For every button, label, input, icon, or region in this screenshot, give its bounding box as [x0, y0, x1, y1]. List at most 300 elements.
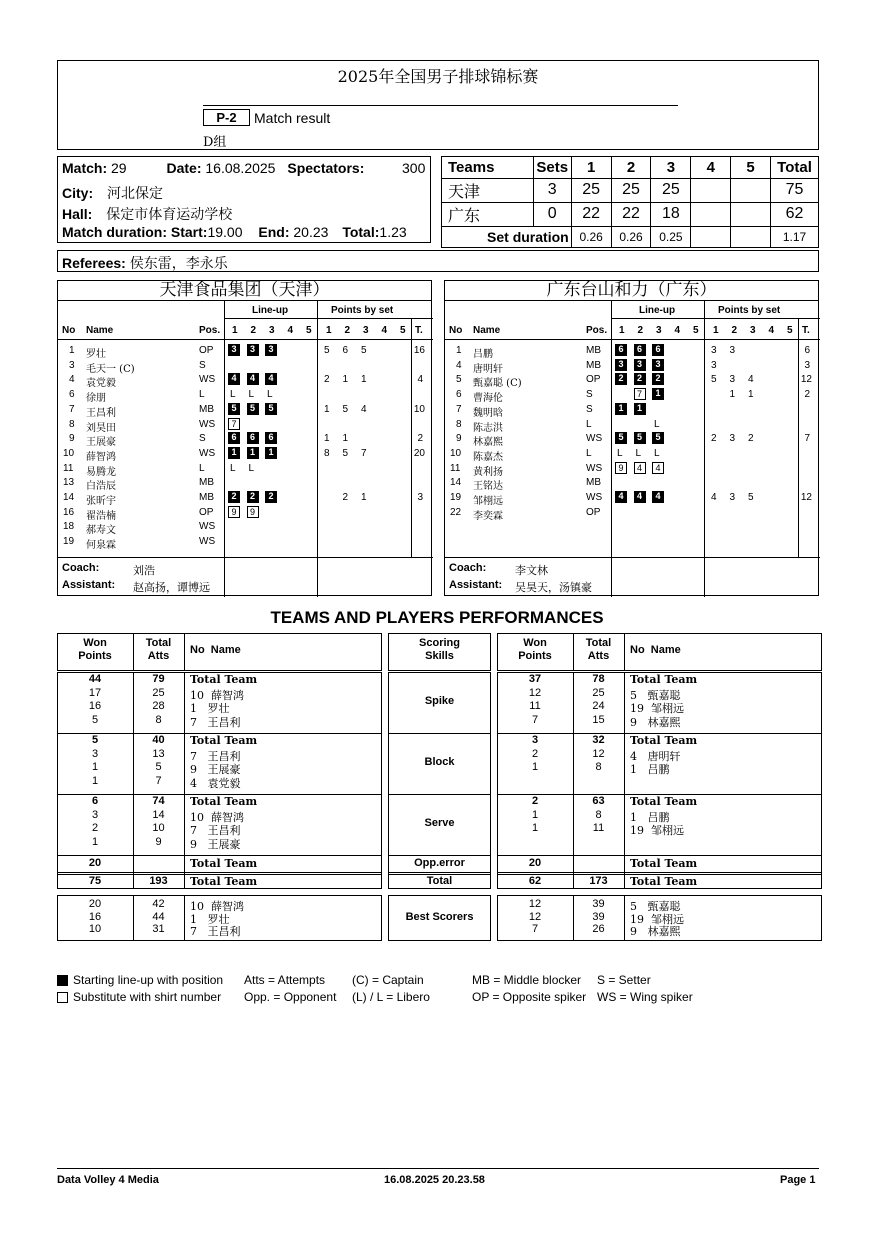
row-divider: [388, 794, 491, 795]
filled-square-icon: [57, 975, 68, 986]
set-score: 18: [651, 202, 691, 226]
player-entry: Total Team: [190, 673, 258, 686]
total-points: 6: [804, 345, 810, 356]
total-attempts: 193: [149, 875, 168, 887]
set-points: 5: [748, 492, 754, 503]
libero-mark: L: [267, 389, 273, 401]
player-name: 郝寿文: [86, 525, 116, 537]
column-divider: [184, 895, 185, 941]
player-number: 22: [450, 506, 462, 518]
player-position: OP: [586, 506, 601, 518]
player-name: 王铭达: [473, 481, 503, 493]
pos-header: Pos.: [586, 325, 608, 336]
substitute-box: 9: [615, 462, 627, 474]
starting-position-box: 4: [228, 373, 240, 385]
player-entry: 4 袁党毅: [190, 776, 241, 790]
total-points: 2: [417, 433, 423, 445]
assistant-label: Assistant:: [449, 579, 503, 591]
set-points: 2: [324, 374, 330, 386]
row-divider: [497, 855, 822, 856]
won-points-header: Won Points: [78, 637, 112, 662]
starting-position-box: 5: [228, 403, 240, 415]
player-position: MB: [586, 359, 601, 371]
total-atts-header: Total Atts: [145, 637, 172, 662]
player-number: 1: [456, 345, 462, 356]
won-points: 37: [528, 673, 542, 685]
won-points: 12: [528, 910, 542, 923]
set-score: 22: [611, 202, 651, 226]
player-entry: Total Team: [630, 795, 698, 808]
score-header: 5: [731, 157, 771, 179]
lineup-header: Line-up: [639, 305, 676, 316]
player-name: 魏明晗: [473, 407, 503, 419]
team-lineup-title: 广东台山和力（广东）: [445, 281, 818, 301]
total-attempts: 5: [155, 761, 162, 774]
set-score: [731, 202, 771, 226]
row-divider: [224, 318, 433, 319]
total-attempts: 74: [152, 795, 165, 807]
column-divider: [624, 672, 625, 889]
won-points: 20: [88, 857, 102, 869]
set-points: 1: [342, 433, 349, 445]
hall-value: 保定市体育运动学校: [106, 207, 233, 223]
row-divider: [388, 733, 491, 734]
referees-names: 侯东雷，李永乐: [129, 256, 228, 272]
team-name: 广东: [442, 202, 534, 226]
total-attempts: 63: [592, 795, 605, 807]
player-entry: 19 邹栩远: [630, 824, 684, 838]
player-position: WS: [199, 521, 216, 533]
set-header: 3: [656, 325, 662, 336]
set-points: 5: [361, 345, 367, 356]
set-points: 5: [342, 403, 349, 415]
player-entry: 9 王展豪: [190, 837, 241, 851]
score-header: Total: [771, 157, 819, 179]
score-table: [441, 156, 819, 248]
set-duration-label: Set duration: [442, 226, 572, 248]
player-entry: 9 林嘉熙: [630, 715, 681, 729]
player-entry: 5 甄嘉聪: [630, 900, 681, 913]
total-attempts: 9: [155, 835, 162, 848]
pos-header: Pos.: [199, 325, 221, 336]
group-label: D组: [203, 135, 227, 150]
won-points: 75: [88, 875, 102, 887]
player-position: WS: [586, 492, 603, 503]
total-points: 3: [417, 492, 423, 503]
starting-position-box: 4: [615, 491, 627, 503]
total-points: 2: [804, 389, 810, 401]
player-number: 19: [450, 492, 462, 503]
legend-item: Substitute with shirt number: [73, 990, 222, 1004]
set-header: 4: [287, 325, 294, 336]
coach-label: Coach:: [62, 562, 100, 574]
player-name: 张昕宇: [86, 496, 116, 507]
set-duration: [691, 226, 731, 248]
total-label: Total:: [342, 224, 380, 240]
player-name: 李奕霖: [473, 510, 503, 522]
total-attempts: 32: [592, 734, 605, 746]
player-position: MB: [199, 492, 214, 503]
set-points: 8: [324, 447, 330, 459]
libero-mark: L: [230, 462, 236, 474]
player-name: 陈嘉杰: [473, 451, 503, 463]
coach-name: 刘浩: [133, 564, 155, 577]
no-header: No: [449, 325, 463, 336]
won-points: 2: [531, 747, 539, 760]
player-entry: 10 薛智鸿: [190, 688, 244, 702]
player-entry: 4 唐明轩: [630, 749, 681, 763]
total-attempts: 8: [595, 761, 602, 774]
player-name: 林嘉熙: [473, 437, 503, 449]
skill-name: Spike: [424, 695, 455, 707]
starting-position-box: 4: [265, 373, 277, 385]
starting-position-box: 5: [634, 432, 646, 444]
set-points: 2: [342, 492, 349, 503]
player-position: WS: [199, 447, 216, 459]
set-points: 1: [361, 492, 367, 503]
set-points: 1: [748, 389, 754, 401]
won-points: 12: [528, 898, 542, 910]
starting-position-box: 6: [615, 344, 627, 356]
player-name: 唐明轩: [473, 363, 503, 375]
row-divider: [445, 557, 820, 558]
total-attempts: 44: [152, 910, 165, 923]
player-position: OP: [199, 506, 214, 518]
substitute-box: 4: [634, 462, 646, 474]
set-points: 1: [324, 403, 330, 415]
player-entry: 9 王展豪: [190, 763, 241, 777]
libero-mark: L: [635, 447, 642, 459]
libero-mark: L: [654, 418, 660, 430]
won-points: 20: [88, 898, 102, 910]
set-points: 3: [729, 374, 736, 386]
starting-position-box: 6: [265, 432, 277, 444]
end-value: 20.23: [293, 224, 329, 240]
set-points: 4: [711, 492, 717, 503]
competition-title: 2025年全国男子排球锦标赛: [337, 67, 539, 86]
player-position: WS: [586, 462, 603, 474]
team-lineup-title: 天津食品集团（天津）: [58, 281, 431, 301]
player-entry: 19 邹栩远: [630, 912, 684, 926]
total-attempts: 11: [592, 822, 605, 835]
player-number: 13: [63, 477, 75, 489]
total-attempts: 14: [152, 808, 165, 821]
starting-position-box: 5: [652, 432, 664, 444]
substitute-box: 9: [247, 506, 259, 518]
starting-position-box: 2: [634, 373, 646, 385]
city-value: 河北保定: [107, 186, 164, 202]
total-score: 62: [771, 202, 819, 226]
set-points: 1: [342, 374, 349, 386]
total-value: 1.23: [379, 224, 407, 240]
no-name-header: No Name: [630, 644, 681, 656]
starting-position-box: 1: [265, 447, 277, 459]
won-points: 12: [528, 686, 542, 699]
set-header: 5: [306, 325, 312, 336]
total-attempts: 42: [152, 898, 165, 910]
total-points: 12: [800, 374, 812, 386]
total-attempts: 39: [592, 910, 605, 923]
player-number: 8: [456, 418, 462, 430]
legend-item: Opp. = Opponent: [244, 990, 337, 1004]
won-points: 1: [531, 761, 539, 774]
won-points: 16: [88, 700, 102, 713]
player-entry: Total Team: [630, 857, 698, 870]
player-number: 14: [63, 492, 75, 503]
performance-title: TEAMS AND PLAYERS PERFORMANCES: [270, 608, 604, 627]
player-number: 6: [69, 389, 75, 401]
row-divider: [388, 855, 491, 856]
empty-square-icon: [57, 992, 68, 1003]
player-name: 罗壮: [86, 349, 106, 360]
libero-mark: L: [230, 389, 236, 401]
player-position: WS: [199, 374, 216, 386]
footer-page: Page 1: [780, 1174, 816, 1186]
total-attempts: 8: [155, 713, 162, 726]
report-code: P-2: [203, 109, 250, 126]
starting-position-box: 2: [228, 491, 240, 503]
total-header: T.: [415, 325, 423, 336]
libero-mark: L: [248, 389, 255, 401]
starting-position-box: 3: [228, 344, 240, 356]
set-points: 5: [342, 447, 349, 459]
player-entry: 1 吕鹏: [630, 810, 670, 824]
set-points: 3: [729, 345, 736, 356]
won-points: 3: [531, 734, 539, 746]
score-header: 1: [571, 157, 611, 179]
substitute-box: 4: [652, 462, 664, 474]
won-points: 3: [91, 808, 99, 821]
player-name: 曹海伦: [473, 393, 503, 405]
player-name: 黄利扬: [473, 466, 503, 478]
set-header: 2: [637, 325, 644, 336]
won-points: 16: [88, 910, 102, 923]
won-points: 17: [88, 686, 102, 699]
score-header-row: [442, 157, 819, 179]
set-points: 7: [361, 447, 367, 459]
player-number: 8: [69, 418, 75, 430]
set-duration-total: 1.17: [771, 226, 819, 248]
player-number: 10: [63, 447, 75, 459]
end-label: End:: [258, 224, 290, 240]
player-position: WS: [199, 418, 216, 430]
column-divider: [184, 633, 185, 671]
starting-position-box: 2: [615, 373, 627, 385]
player-entry: Total Team: [630, 734, 698, 747]
player-position: S: [586, 389, 593, 401]
player-name: 吕鹏: [473, 349, 493, 360]
total-attempts: 39: [592, 898, 605, 910]
team-name: 天津: [442, 178, 534, 202]
libero-mark: L: [654, 447, 660, 459]
substitute-box: 7: [634, 388, 646, 400]
player-entry: 1 罗壮: [190, 912, 230, 926]
starting-position-box: 1: [652, 388, 664, 400]
total-points: 16: [413, 345, 425, 356]
won-points: 6: [91, 795, 99, 807]
total-attempts: 13: [152, 747, 165, 760]
starting-position-box: 1: [634, 403, 646, 415]
player-position: L: [586, 447, 592, 459]
starting-position-box: 2: [247, 491, 259, 503]
set-points: 2: [748, 433, 754, 445]
set-duration: 0.26: [611, 226, 651, 248]
won-points: 10: [88, 923, 102, 935]
set-points: 3: [729, 492, 736, 503]
set-points: 3: [729, 433, 736, 445]
player-entry: 7 王昌利: [190, 925, 241, 938]
row-divider: [57, 855, 382, 856]
player-entry: 7 王昌利: [190, 824, 241, 838]
player-number: 5: [456, 374, 462, 386]
set-duration-row: [442, 226, 819, 248]
lineup-team-a: [57, 280, 432, 596]
set-header: 1: [232, 325, 238, 336]
won-points: 1: [91, 835, 99, 848]
sets-won: 0: [533, 202, 571, 226]
player-name: 刘昊田: [86, 422, 116, 434]
set-score: 25: [651, 178, 691, 202]
set-score: [691, 178, 731, 202]
name-header: Name: [473, 325, 501, 336]
set-points: 2: [711, 433, 717, 445]
total-attempts: 12: [592, 747, 605, 760]
player-entry: 10 薛智鸿: [190, 900, 244, 913]
legend-item: (C) = Captain: [352, 973, 424, 987]
city-label: City:: [62, 185, 94, 201]
player-position: MB: [586, 477, 601, 489]
won-points: 1: [91, 774, 99, 787]
set-points: 3: [711, 359, 717, 371]
player-number: 7: [456, 403, 462, 415]
player-entry: 1 吕鹏: [630, 763, 670, 777]
total-attempts: 28: [152, 700, 165, 713]
score-header: 3: [651, 157, 691, 179]
total-attempts: 7: [155, 774, 162, 787]
set-points: 4: [748, 374, 754, 386]
starting-position-box: 1: [615, 403, 627, 415]
spectators-value: 300: [402, 160, 426, 176]
player-name: 王展豪: [86, 437, 116, 449]
set-points: 5: [711, 374, 717, 386]
player-name: 徐朋: [86, 393, 106, 405]
assistant-names: 吴昊天，汤镇豪: [515, 581, 592, 594]
column-divider: [624, 633, 625, 671]
player-entry: 7 王昌利: [190, 715, 241, 729]
player-position: MB: [586, 345, 601, 356]
set-header: 2: [344, 325, 351, 336]
set-header: 1: [619, 325, 625, 336]
player-name: 白浩辰: [86, 481, 116, 493]
scoring-skills-header: Scoring Skills: [419, 637, 460, 662]
player-position: S: [199, 359, 206, 371]
player-number: 19: [63, 536, 75, 548]
legend-item: (L) / L = Libero: [352, 990, 430, 1004]
player-entry: Total Team: [190, 875, 258, 888]
player-position: L: [199, 389, 205, 401]
total-points: 4: [417, 374, 423, 386]
starting-position-box: 2: [265, 491, 277, 503]
start-value: 19.00: [207, 224, 243, 240]
player-number: 9: [69, 433, 75, 445]
legend-item: Starting line-up with position: [73, 973, 224, 987]
set-header: 5: [693, 325, 699, 336]
total-attempts: 79: [152, 673, 165, 685]
substitute-box: 9: [228, 506, 240, 518]
player-entry: 7 王昌利: [190, 749, 241, 763]
player-position: MB: [199, 403, 214, 415]
match-label: Match:: [62, 160, 108, 176]
duration-label: Match duration:: [62, 224, 167, 240]
player-entry: Total Team: [190, 734, 258, 747]
total-attempts: 25: [152, 686, 165, 699]
score-row-team-a: [442, 178, 819, 202]
score-header: Teams: [442, 157, 534, 179]
total-attempts: 31: [152, 923, 165, 935]
set-points: 3: [711, 345, 717, 356]
date-label: Date:: [166, 160, 202, 176]
match-number: 29: [111, 160, 127, 176]
footer-divider: [57, 1168, 819, 1169]
starting-position-box: 3: [634, 359, 646, 371]
skill-name: Serve: [424, 817, 455, 829]
won-points: 1: [531, 822, 539, 835]
skill-name: Best Scorers: [405, 911, 474, 923]
row-divider: [58, 339, 433, 340]
total-header: T.: [802, 325, 810, 336]
set-duration: 0.26: [571, 226, 611, 248]
player-entry: 10 薛智鸿: [190, 810, 244, 824]
player-entry: 5 甄嘉聪: [630, 688, 681, 702]
set-duration: 0.25: [651, 226, 691, 248]
won-points: 2: [91, 822, 99, 835]
player-position: MB: [199, 477, 214, 489]
set-header: 2: [250, 325, 257, 336]
player-number: 16: [63, 506, 75, 518]
starting-position-box: 6: [652, 344, 664, 356]
starting-position-box: 1: [247, 447, 259, 459]
total-points: 12: [800, 492, 812, 503]
set-score: 25: [611, 178, 651, 202]
column-divider: [317, 301, 318, 597]
player-position: OP: [199, 345, 214, 356]
starting-position-box: 6: [228, 432, 240, 444]
starting-position-box: 2: [652, 373, 664, 385]
referees-bar: [57, 250, 819, 272]
total-score: 75: [771, 178, 819, 202]
set-header: 4: [381, 325, 388, 336]
set-points: 1: [729, 389, 736, 401]
won-points: 11: [529, 700, 541, 713]
no-name-header: No Name: [190, 644, 241, 656]
player-number: 1: [69, 345, 75, 356]
skill-name: Opp.error: [414, 857, 465, 869]
set-score: 25: [571, 178, 611, 202]
set-header: 3: [363, 325, 369, 336]
starting-position-box: 5: [615, 432, 627, 444]
set-header: 1: [713, 325, 719, 336]
libero-mark: L: [248, 462, 255, 474]
lineup-header: Line-up: [252, 305, 289, 316]
assistant-label: Assistant:: [62, 579, 116, 591]
libero-mark: L: [617, 447, 623, 459]
total-attempts: 78: [592, 673, 605, 685]
won-points: 7: [531, 713, 539, 726]
player-position: WS: [586, 433, 603, 445]
match-info: [57, 156, 431, 243]
spectators-label: Spectators:: [287, 160, 365, 176]
won-points-header: Won Points: [518, 637, 552, 662]
